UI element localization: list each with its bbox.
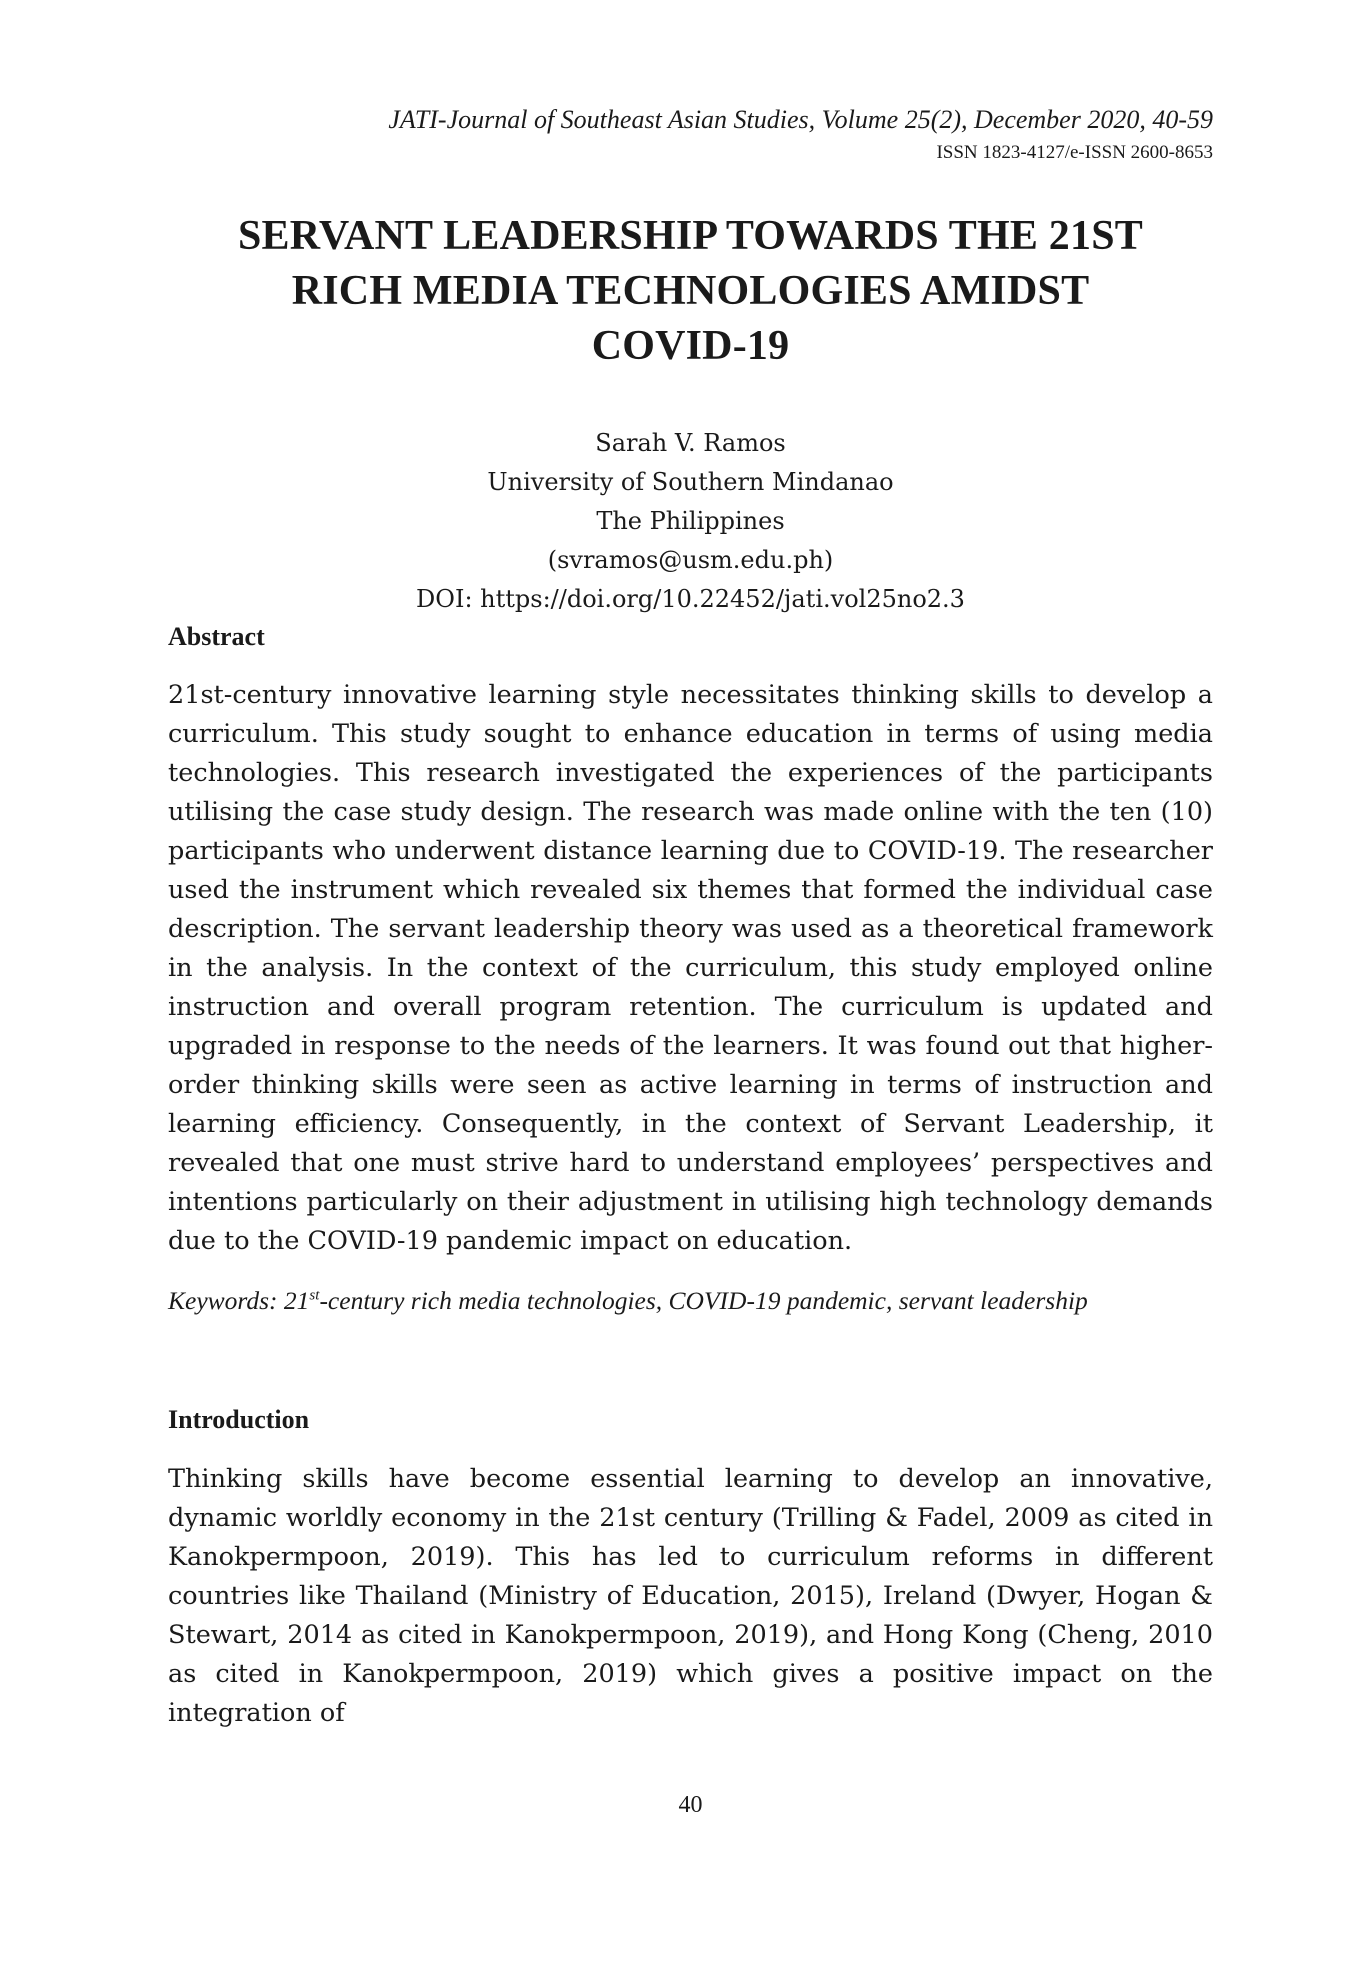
introduction-heading: Introduction (168, 1405, 310, 1434)
introduction-text: Thinking skills have become essential learning to develop an innovative, dynamic worldly economy in the 21st century (Trilling & Fadel, 2009 as cited in Kanokpermpoon, 2019). This has led to curriculum reforms in different countries like Thailand (Ministry of Education, 2015), Ireland (Dwyer, Hogan & Stewart, 2014 as cited in Kanokpermpoon, 2019), and Hong Kong (Cheng, 2010 as cited in Kanokpermpoon, 2019) which gives a positive impact on the integration of (168, 1464, 1213, 1728)
author-country: The Philippines (596, 507, 785, 535)
title-line: COVID-19 (591, 323, 790, 369)
journal-citation-header: JATI-Journal of Southeast Asian Studies, Volume 25(2), December 2020, 40-59 (388, 105, 1213, 134)
title-line: RICH MEDIA TECHNOLOGIES AMIDST (291, 268, 1090, 314)
abstract-text: 21st-century innovative learning style necessitates thinking skills to develop a curriculum. This study sought to enhance education in terms of using media technologies. This research investigated the experiences of the participants utilising the case study design. The research was made online with the ten (10) participants who underwent distance learning due to COVID-19. The researcher used the instrument which revealed six themes that formed the individual case description. The servant leadership theory was used as a theoretical framework in the analysis. In the context of the curriculum, this study employed online instruction and overall program retention. The curriculum is updated and upgraded in response to the needs of the learners. It was found out that higher-order thinking skills were seen as active learning in terms of instruction and learning efficiency. Consequently, in the context of Servant Leadership, it revealed that one must strive hard to understand employees’ perspectives and intentions particularly on their adjustment in utilising high technology demands due to the COVID-19 pandemic impact on education. (168, 680, 1213, 1256)
title-line: SERVANT LEADERSHIP TOWARDS THE 21ST (238, 213, 1143, 259)
keywords-superscript: st (309, 1287, 320, 1304)
author-affiliation: University of Southern Mindanao (487, 468, 894, 496)
keywords-line (168, 1284, 1213, 1318)
paper-page (168, 0, 1213, 1970)
doi-link[interactable]: DOI: https://doi.org/10.22452/jati.vol25no2.3 (416, 585, 965, 613)
keywords-label: Keywords: 21 (168, 1286, 310, 1315)
author-block (168, 424, 1213, 619)
paper-title (168, 209, 1213, 374)
page-number: 40 (678, 1792, 703, 1818)
keywords-list: -century rich media technologies, COVID-19 pandemic, servant leadership (319, 1286, 1088, 1315)
author-name: Sarah V. Ramos (595, 429, 786, 457)
author-email[interactable]: (svramos@usm.edu.ph) (547, 546, 834, 574)
abstract-heading: Abstract (168, 622, 265, 651)
issn-header: ISSN 1823-4127/e-ISSN 2600-8653 (936, 142, 1213, 163)
